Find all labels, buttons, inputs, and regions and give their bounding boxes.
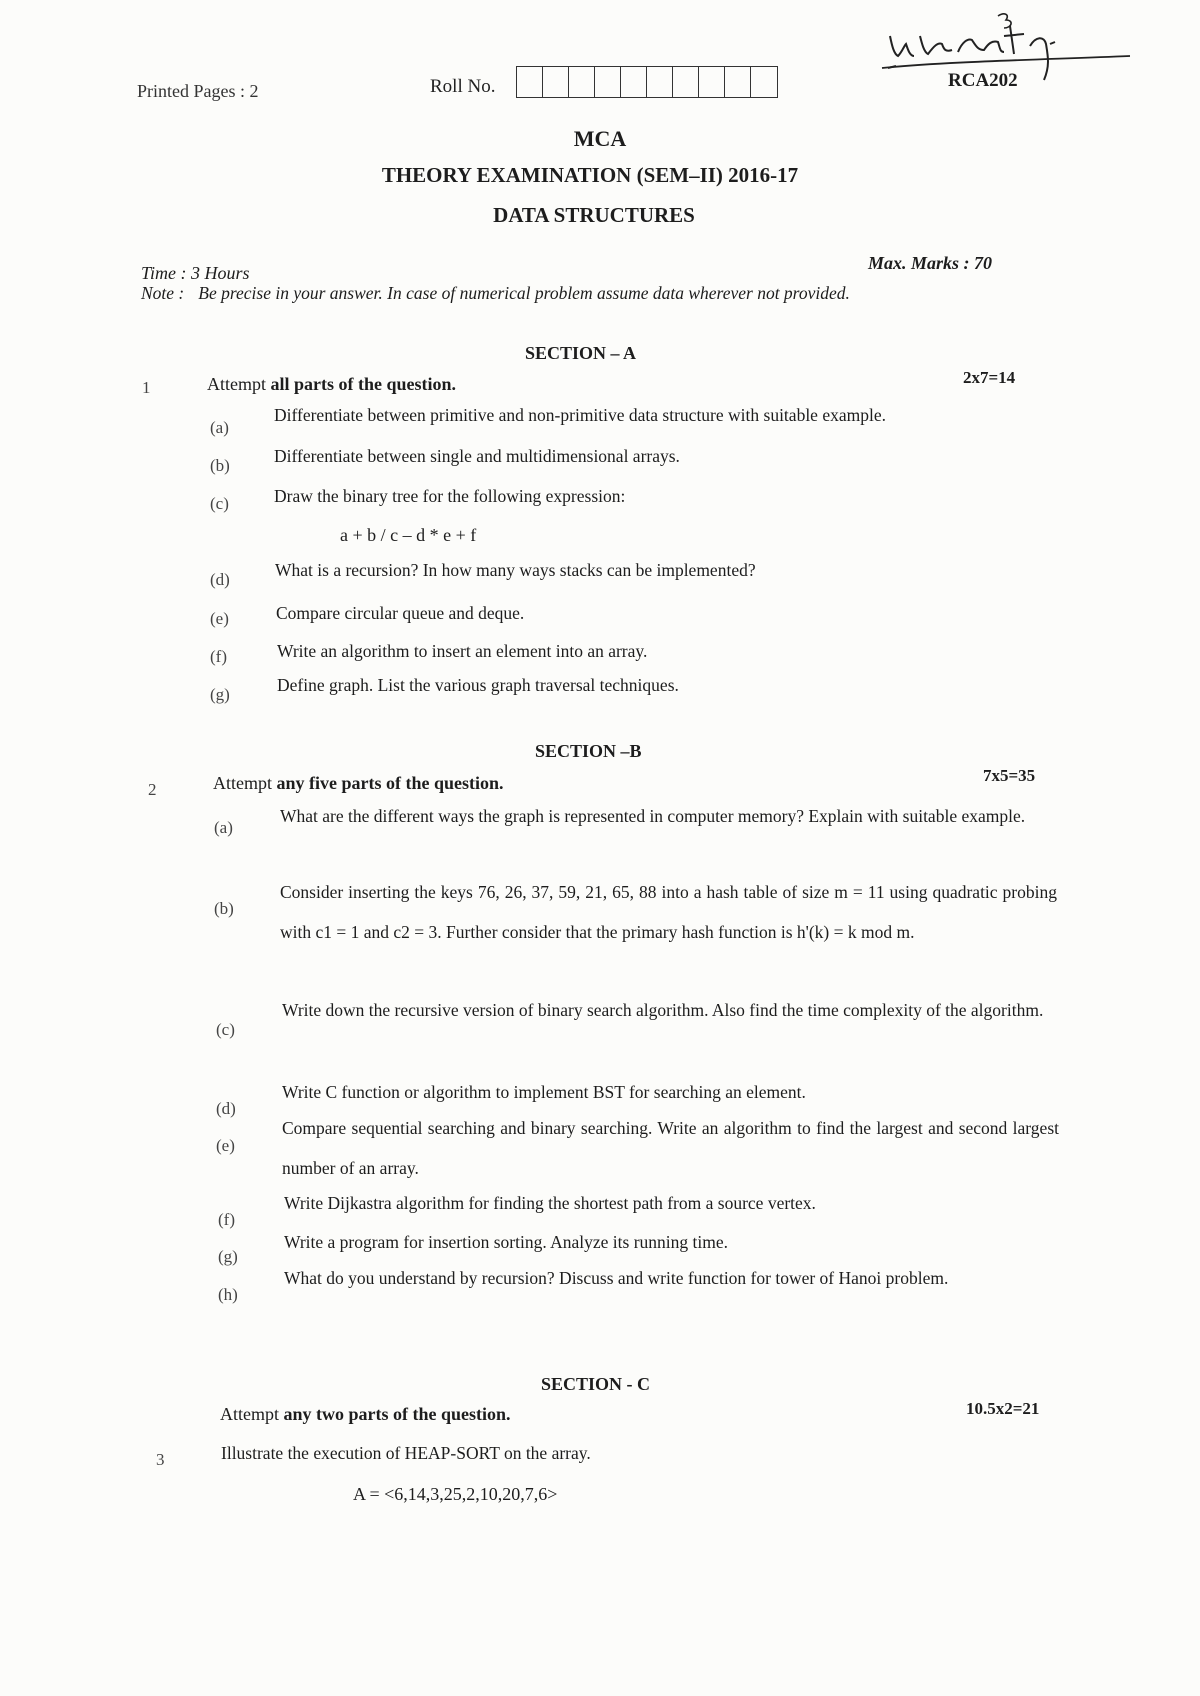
question-number: 1: [142, 378, 151, 397]
roll-digit-box: [673, 67, 699, 97]
item-text: Differentiate between primitive and non-primitive data structure with suitable example.: [274, 405, 886, 425]
roll-digit-box: [647, 67, 673, 97]
item-label: (f): [210, 647, 227, 666]
item-label: (b): [210, 456, 230, 475]
item-text: Compare sequential searching and binary searching. Write an algorithm to find the largest and second largest number of an array.: [282, 1118, 1059, 1178]
note-text: Be precise in your answer. In case of numerical problem assume data wherever not provided.: [198, 283, 850, 303]
note: [141, 283, 850, 304]
paper-code: RCA202: [948, 70, 1018, 91]
item-label: (g): [210, 685, 230, 704]
course-title: MCA: [573, 126, 627, 151]
max-marks: Max. Marks : 70: [868, 253, 993, 273]
item-text: Define graph. List the various graph traversal techniques.: [277, 675, 679, 695]
item-label: (h): [218, 1285, 238, 1304]
section-a-marks: 2x7=14: [963, 368, 1016, 387]
instruction-bold: all parts of the question.: [270, 374, 457, 394]
item-text: Write Dijkastra algorithm for finding the shortest path from a source vertex.: [284, 1193, 816, 1213]
printed-pages: Printed Pages : 2: [137, 81, 259, 101]
section-c-instruction: [220, 1404, 511, 1425]
roll-digit-box: [725, 67, 751, 97]
roll-digit-box: [595, 67, 621, 97]
section-a-instruction: [207, 374, 456, 395]
item-label: (c): [216, 1020, 235, 1039]
section-c-title: SECTION - C: [541, 1374, 651, 1394]
question-number: 2: [148, 780, 157, 799]
item-label: (a): [214, 818, 233, 837]
roll-digit-box: [699, 67, 725, 97]
roll-number-boxes: [516, 66, 778, 98]
exam-title: THEORY EXAMINATION (SEM–II) 2016-17: [381, 163, 799, 187]
section-a-title: SECTION – A: [525, 343, 637, 363]
item-label: (d): [210, 570, 230, 589]
section-b-instruction: [213, 773, 504, 794]
instruction-bold: any five parts of the question.: [276, 773, 504, 793]
item-text: Write C function or algorithm to implement BST for searching an element.: [282, 1082, 806, 1102]
item-label: (g): [218, 1247, 238, 1266]
section-c-marks: 10.5x2=21: [966, 1399, 1040, 1418]
item-label: (d): [216, 1099, 236, 1118]
instruction-prefix: Attempt: [213, 773, 277, 793]
roll-digit-box: [621, 67, 647, 97]
note-label: Note :: [141, 283, 185, 303]
item-text: What are the different ways the graph is represented in computer memory? Explain with suitable example.: [280, 806, 1026, 826]
item-text: Write an algorithm to insert an element into an array.: [277, 641, 648, 661]
roll-digit-box: [517, 67, 543, 97]
item-text: Draw the binary tree for the following expression:: [274, 486, 626, 506]
instruction-prefix: Attempt: [220, 1404, 284, 1424]
item-label: (b): [214, 899, 234, 918]
question-number: 3: [156, 1450, 165, 1469]
heap-sort-question: Illustrate the execution of HEAP-SORT on the array.: [221, 1443, 591, 1463]
item-text: Differentiate between single and multidimensional arrays.: [274, 446, 680, 466]
roll-digit-box: [569, 67, 595, 97]
item-label: (e): [216, 1136, 235, 1155]
heap-sort-array: A = <6,14,3,25,2,10,20,7,6>: [353, 1484, 558, 1504]
item-text: Compare circular queue and deque.: [276, 603, 525, 623]
roll-number-label: Roll No.: [430, 76, 496, 97]
item-text: Write down the recursive version of binary search algorithm. Also find the time complexity of the algorithm.: [282, 1000, 1044, 1020]
exam-time: Time : 3 Hours: [141, 263, 250, 283]
item-text: Consider inserting the keys 76, 26, 37, 59, 21, 65, 88 into a hash table of size m = 11 using quadratic probing with c1 = 1 and c2 = 3. Further consider that the primary hash function is h'(k) = k mod m.: [280, 882, 1057, 942]
roll-digit-box: [751, 67, 777, 97]
section-b-marks: 7x5=35: [983, 766, 1036, 785]
subject-title: DATA STRUCTURES: [493, 203, 695, 227]
item-text: Write a program for insertion sorting. Analyze its running time.: [284, 1232, 728, 1252]
item-label: (e): [210, 609, 229, 628]
section-b-title: SECTION –B: [535, 741, 642, 761]
roll-digit-box: [543, 67, 569, 97]
binary-tree-expression: a + b / c – d * e + f: [340, 525, 477, 545]
item-text: What do you understand by recursion? Discuss and write function for tower of Hanoi problem.: [284, 1268, 949, 1288]
instruction-prefix: Attempt: [207, 374, 271, 394]
item-label: (a): [210, 418, 229, 437]
item-label: (c): [210, 494, 229, 513]
item-label: (f): [218, 1210, 235, 1229]
instruction-bold: any two parts of the question.: [283, 1404, 511, 1424]
item-text: What is a recursion? In how many ways stacks can be implemented?: [275, 560, 756, 580]
